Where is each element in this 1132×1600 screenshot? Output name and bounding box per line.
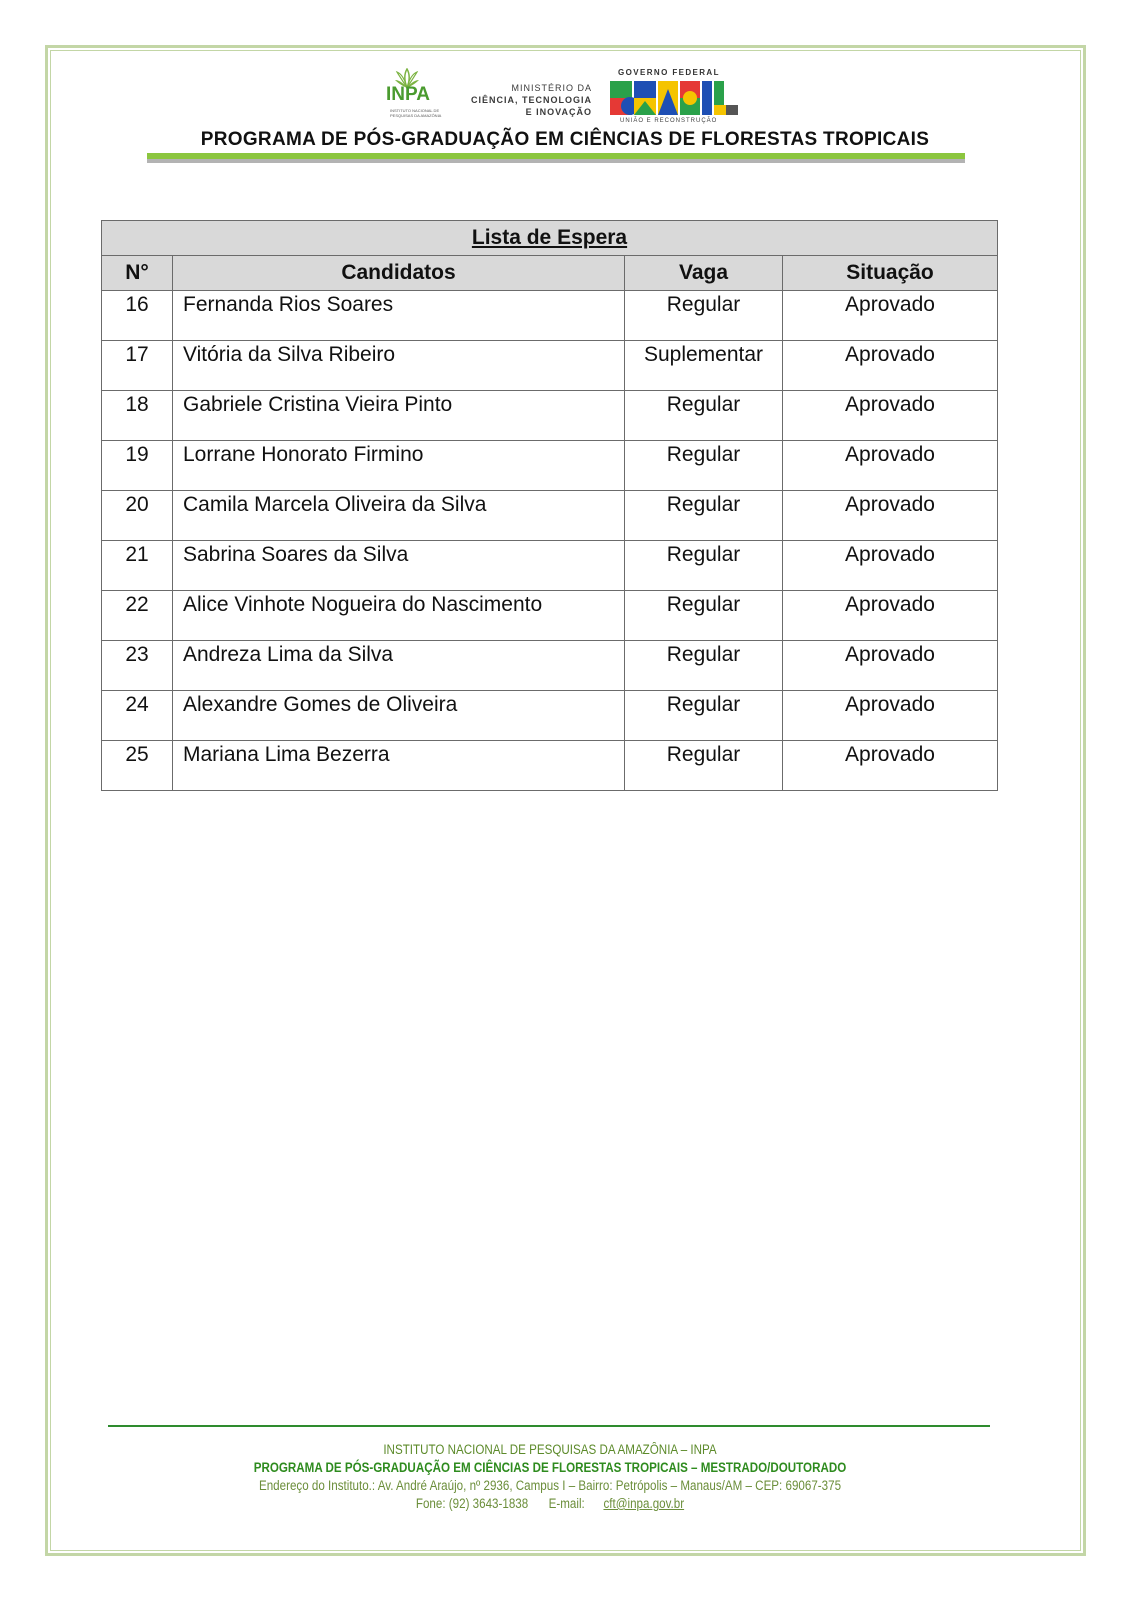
status: Aprovado [783, 341, 998, 391]
candidate-name: Andreza Lima da Silva [173, 641, 625, 691]
inpa-subtitle: INSTITUTO NACIONAL DE PESQUISAS DA AMAZÔNIA [390, 108, 442, 118]
vaga-type: Regular [625, 491, 783, 541]
row-number: 17 [102, 341, 173, 391]
vaga-type: Regular [625, 741, 783, 791]
footer [163, 1441, 937, 1513]
status: Aprovado [783, 641, 998, 691]
column-header-number: N° [102, 256, 173, 291]
status: Aprovado [783, 291, 998, 341]
row-number: 25 [102, 741, 173, 791]
footer-address: Endereço do Instituto.: Av. André Araújo, nº 2936, Campus I – Bairro: Petrópolis – Manaus/AM – CEP: 69067-375 [258, 1478, 842, 1493]
footer-email-label: E-mail: [548, 1496, 585, 1511]
row-number: 22 [102, 591, 173, 641]
status: Aprovado [783, 441, 998, 491]
table-header-row [102, 256, 998, 291]
status: Aprovado [783, 741, 998, 791]
vaga-type: Suplementar [625, 341, 783, 391]
table-caption: Lista de Espera [102, 221, 998, 256]
row-number: 23 [102, 641, 173, 691]
column-header-vaga: Vaga [625, 256, 783, 291]
vaga-type: Regular [625, 391, 783, 441]
candidate-name: Sabrina Soares da Silva [173, 541, 625, 591]
table-row [102, 691, 998, 741]
ministry-line2: CIÊNCIA, TECNOLOGIA [470, 95, 592, 105]
row-number: 18 [102, 391, 173, 441]
vaga-type: Regular [625, 641, 783, 691]
status: Aprovado [783, 691, 998, 741]
vaga-type: Regular [625, 591, 783, 641]
row-number: 21 [102, 541, 173, 591]
column-header-candidates: Candidatos [173, 256, 625, 291]
inpa-wordmark: INPA [386, 84, 430, 105]
table-row [102, 591, 998, 641]
candidate-name: Vitória da Silva Ribeiro [173, 341, 625, 391]
brasil-wordmark-icon [610, 81, 738, 115]
status: Aprovado [783, 391, 998, 441]
row-number: 20 [102, 491, 173, 541]
program-title: PROGRAMA DE PÓS-GRADUAÇÃO EM CIÊNCIAS DE FLORESTAS TROPICAIS [200, 129, 930, 150]
candidate-name: Mariana Lima Bezerra [173, 741, 625, 791]
ministry-logo [462, 82, 592, 118]
candidate-name: Lorrane Honorato Firmino [173, 441, 625, 491]
footer-program: PROGRAMA DE PÓS-GRADUAÇÃO EM CIÊNCIAS DE FLORESTAS TROPICAIS – MESTRADO/DOUTORADO [253, 1460, 847, 1475]
footer-phone: Fone: (92) 3643-1838 [415, 1496, 529, 1511]
table-row [102, 391, 998, 441]
table-row [102, 641, 998, 691]
footer-institute: INSTITUTO NACIONAL DE PESQUISAS DA AMAZÔNIA – INPA [383, 1442, 717, 1457]
government-top-text: GOVERNO FEDERAL [618, 68, 720, 77]
candidate-name: Camila Marcela Oliveira da Silva [173, 491, 625, 541]
status: Aprovado [783, 591, 998, 641]
vaga-type: Regular [625, 691, 783, 741]
column-header-situacao: Situação [783, 256, 998, 291]
row-number: 16 [102, 291, 173, 341]
candidate-name: Alice Vinhote Nogueira do Nascimento [173, 591, 625, 641]
candidate-name: Fernanda Rios Soares [173, 291, 625, 341]
row-number: 24 [102, 691, 173, 741]
waiting-list-table [101, 220, 998, 791]
government-bottom-text: UNIÃO E RECONSTRUÇÃO [620, 118, 718, 124]
vaga-type: Regular [625, 291, 783, 341]
ministry-line3: E INOVAÇÃO [525, 107, 592, 117]
candidate-name: Gabriele Cristina Vieira Pinto [173, 391, 625, 441]
title-underline-shadow [147, 159, 965, 163]
inpa-logo [380, 66, 455, 126]
table-row [102, 741, 998, 791]
table-caption-row [102, 221, 998, 256]
table-row [102, 291, 998, 341]
status: Aprovado [783, 491, 998, 541]
footer-email-link[interactable]: cft@inpa.gov.br [603, 1496, 685, 1511]
table-row [102, 341, 998, 391]
status: Aprovado [783, 541, 998, 591]
candidate-name: Alexandre Gomes de Oliveira [173, 691, 625, 741]
vaga-type: Regular [625, 541, 783, 591]
table-row [102, 491, 998, 541]
footer-divider [108, 1425, 990, 1427]
header-logos [380, 66, 760, 128]
row-number: 19 [102, 441, 173, 491]
footer-contact [163, 1495, 937, 1513]
table-row [102, 441, 998, 491]
government-logo [608, 66, 738, 128]
table-row [102, 541, 998, 591]
ministry-line1: MINISTÉRIO DA [511, 83, 592, 93]
vaga-type: Regular [625, 441, 783, 491]
